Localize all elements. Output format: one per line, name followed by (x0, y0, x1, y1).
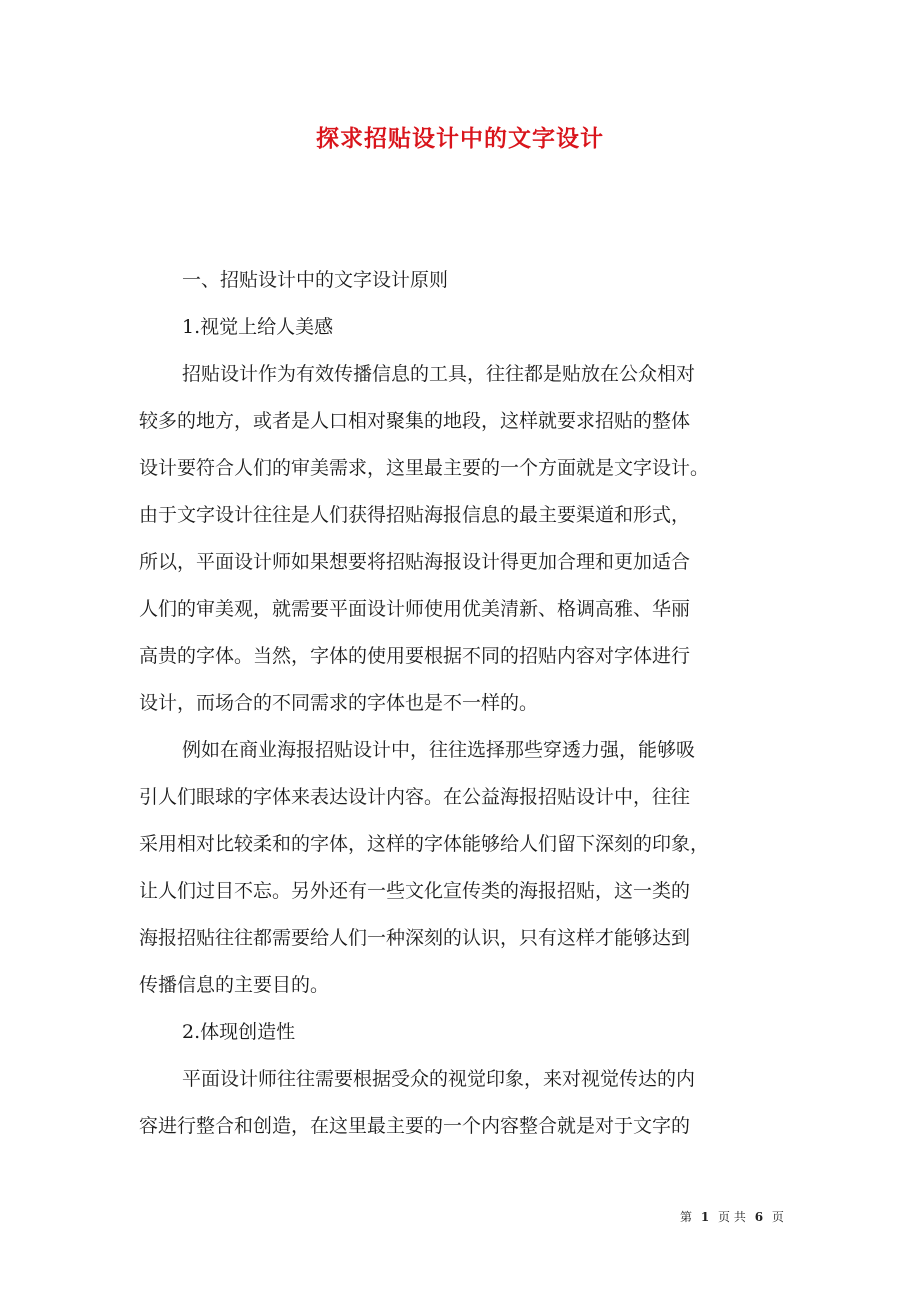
body-line: 所以，平面设计师如果想要将招贴海报设计得更加合理和更加适合 (139, 551, 691, 573)
body-line: 招贴设计作为有效传播信息的工具，往往都是贴放在公众相对 (182, 363, 696, 385)
body-line: 人们的审美观，就需要平面设计师使用优美清新、格调高雅、华丽 (139, 598, 691, 620)
document-title: 探求招贴设计中的文字设计 (316, 125, 604, 152)
subsection-heading: 1.视觉上给人美感 (182, 316, 334, 338)
document-body (139, 262, 789, 1145)
section-heading: 一、招贴设计中的文字设计原则 (182, 269, 449, 291)
footer-prefix: 第 (680, 1210, 693, 1224)
body-line: 采用相对比较柔和的字体，这样的字体能够给人们留下深刻的印象， (139, 833, 710, 855)
body-line: 较多的地方，或者是人口相对聚集的地段，这样就要求招贴的整体 (139, 410, 691, 432)
body-line: 让人们过目不忘。另外还有一些文化宣传类的海报招贴，这一类的 (139, 880, 691, 902)
total-page-count: 6 (754, 1210, 764, 1224)
body-line: 由于文字设计往往是人们获得招贴海报信息的最主要渠道和形式， (139, 504, 691, 526)
page-number-footer (680, 1208, 789, 1225)
subsection-heading: 2.体现创造性 (182, 1021, 296, 1043)
body-line: 设计要符合人们的审美需求，这里最主要的一个方面就是文字设计。 (139, 457, 710, 479)
body-line: 设计，而场合的不同需求的字体也是不一样的。 (139, 692, 539, 714)
body-line: 高贵的字体。当然，字体的使用要根据不同的招贴内容对字体进行 (139, 645, 691, 667)
body-line: 平面设计师往往需要根据受众的视觉印象，来对视觉传达的内 (182, 1068, 696, 1090)
body-line: 例如在商业海报招贴设计中，往往选择那些穿透力强，能够吸 (182, 739, 696, 761)
body-line: 容进行整合和创造，在这里最主要的一个内容整合就是对于文字的 (139, 1115, 691, 1137)
footer-suffix: 页 (771, 1210, 784, 1224)
body-line: 传播信息的主要目的。 (139, 974, 330, 996)
current-page-number: 1 (700, 1210, 710, 1224)
body-line: 引人们眼球的字体来表达设计内容。在公益海报招贴设计中，往往 (139, 786, 691, 808)
footer-middle: 页 共 (718, 1210, 746, 1224)
body-line: 海报招贴往往都需要给人们一种深刻的认识，只有这样才能够达到 (139, 927, 691, 949)
